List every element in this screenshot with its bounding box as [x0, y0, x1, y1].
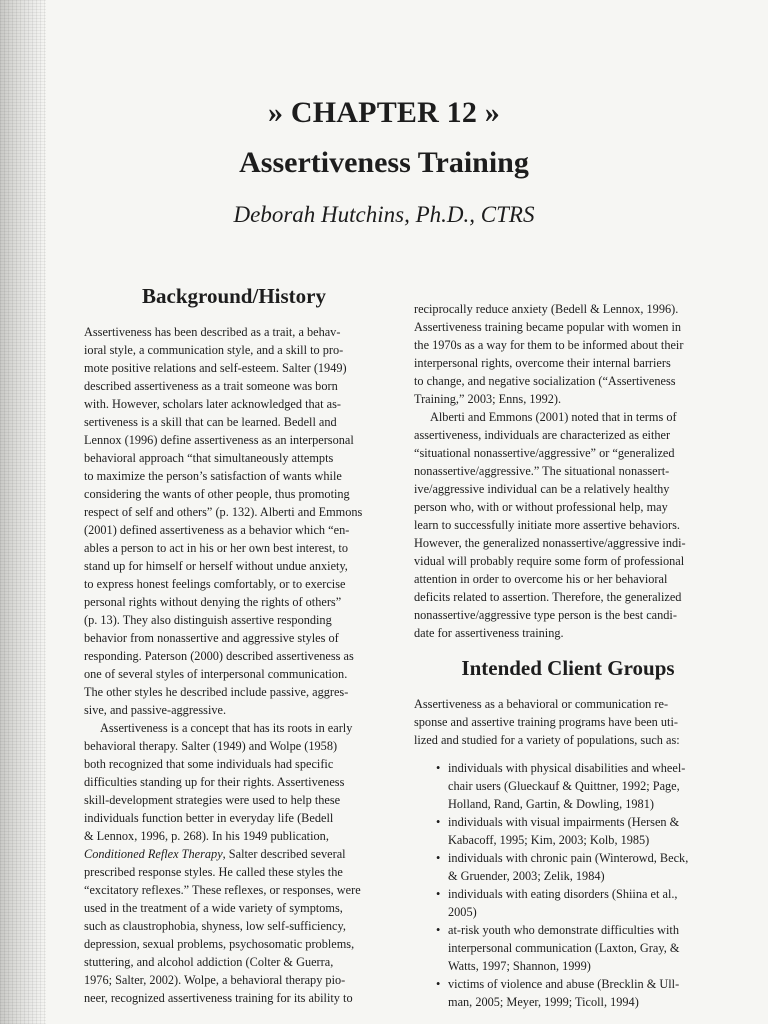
text-line: stuttering, and alcohol addiction (Colter & Guerra,: [84, 955, 334, 969]
list-item: [414, 885, 722, 921]
text-line: mote positive relations and self-esteem. Salter (1949): [84, 361, 347, 375]
text-line: The other styles he described include passive, aggres-: [84, 685, 349, 699]
section-heading-client-groups: Intended Client Groups: [461, 656, 675, 680]
chapter-number: » CHAPTER 12 »: [268, 96, 500, 129]
text-line: & Lennox, 1996, p. 268). In his 1949 publication,: [84, 829, 329, 843]
text-line: nonassertive/aggressive.” The situational nonassert-: [414, 464, 670, 478]
text-line: reciprocally reduce anxiety (Bedell & Lennox, 1996).: [414, 302, 679, 316]
text-line: deficits related to assertion. Therefore, the generalized: [414, 590, 682, 604]
text-line: behavioral therapy. Salter (1949) and Wolpe (1958): [84, 739, 338, 753]
right-column: [414, 300, 722, 1011]
left-column: [84, 284, 384, 1007]
text-line: victims of violence and abuse (Brecklin & Ull-: [448, 977, 680, 991]
bullet-icon: •: [436, 815, 441, 829]
text-line: with. However, scholars later acknowledged that as-: [84, 397, 341, 411]
list-item: [414, 849, 722, 885]
text-line: man, 2005; Meyer, 1999; Ticoll, 1994): [448, 995, 639, 1009]
text-line: skill-development strategies were used to help these: [84, 793, 341, 807]
bullet-icon: •: [436, 923, 441, 937]
text-line: lized and studied for a variety of populations, such as:: [414, 733, 680, 747]
text-line: Holland, Rand, Gartin, & Dowling, 1981): [448, 797, 654, 811]
text-line: 1976; Salter, 2002). Wolpe, a behavioral therapy pio-: [84, 973, 346, 987]
text-line: Kabacoff, 1995; Kim, 2003; Kolb, 1985): [448, 833, 650, 847]
text-line: to maximize the person’s satisfaction of wants while: [84, 469, 342, 483]
text-line: ive/aggressive individual can be a relatively healthy: [414, 482, 670, 496]
text-line: individuals with physical disabilities and wheel-: [448, 761, 686, 775]
text-line: However, the generalized nonassertive/aggressive indi-: [414, 536, 686, 550]
list-item: [414, 759, 722, 813]
text-line: learn to successfully initiate more assertive behaviors.: [414, 518, 681, 532]
text-line: depression, sexual problems, psychosomatic problems,: [84, 937, 355, 951]
text-line: individuals with eating disorders (Shiina et al.,: [448, 887, 678, 901]
list-item: [414, 975, 722, 1011]
text-line: Assertiveness as a behavioral or communication re-: [414, 697, 669, 711]
text-line: used in the treatment of a wide variety of symptoms,: [84, 901, 343, 915]
bullet-icon: •: [436, 887, 441, 901]
chapter-author: Deborah Hutchins, Ph.D., CTRS: [233, 202, 535, 227]
text-line: sertiveness is a skill that can be learned. Bedell and: [84, 415, 337, 429]
text-line: Assertiveness training became popular with women in: [414, 320, 682, 334]
list-item: [414, 813, 722, 849]
text-line: ables a person to act in his or her own best interest, to: [84, 541, 348, 555]
bullet-icon: •: [436, 977, 441, 991]
text-line: date for assertiveness training.: [414, 626, 564, 640]
text-line: Lennox (1996) define assertiveness as an interpersonal: [84, 433, 354, 447]
text-line: prescribed response styles. He called these styles the: [84, 865, 343, 879]
text-line: individuals function better in everyday life (Bedell: [84, 811, 334, 825]
text-line: interpersonal rights, overcome their internal barriers: [414, 356, 671, 370]
background-paragraph-1: [84, 323, 384, 719]
text-line: person who, with or without professional help, may: [414, 500, 668, 514]
text-line: sive, and passive-aggressive.: [84, 703, 227, 717]
text-line: vidual will probably require some form of professional: [414, 554, 685, 568]
text-line: chair users (Glueckauf & Quittner, 1992; Page,: [448, 779, 680, 793]
text-line: individuals with chronic pain (Winterowd, Beck,: [448, 851, 689, 865]
text-line: “excitatory reflexes.” These reflexes, or responses, were: [84, 883, 361, 897]
text-line: responding. Paterson (2000) described assertiveness as: [84, 649, 354, 663]
text-line: (p. 13). They also distinguish assertive responding: [84, 613, 332, 627]
text-line: [84, 845, 384, 863]
text-line: Assertiveness is a concept that has its roots in early: [100, 721, 353, 735]
text-line: assertiveness, individuals are characterized as either: [414, 428, 671, 442]
text-line: neer, recognized assertiveness training for its ability to: [84, 991, 353, 1005]
text-line: individuals with visual impairments (Hersen &: [448, 815, 680, 829]
text-line: to express honest feelings comfortably, or to exercise: [84, 577, 346, 591]
text-line: Watts, 1997; Shannon, 1999): [448, 959, 591, 973]
text-line: & Gruender, 2003; Zelik, 1984): [448, 869, 605, 883]
list-item: [414, 921, 722, 975]
text-line: attention in order to overcome his or her behavioral: [414, 572, 668, 586]
text-fragment: , Salter described several: [222, 847, 346, 861]
text-line: (2001) defined assertiveness as a behavior which “en-: [84, 523, 350, 537]
text-line: described assertiveness as a trait someone was born: [84, 379, 338, 393]
text-line: behavior from nonassertive and aggressive styles of: [84, 631, 339, 645]
text-line: Alberti and Emmons (2001) noted that in terms of: [430, 410, 677, 424]
bullet-icon: •: [436, 761, 441, 775]
text-line: considering the wants of other people, thus promoting: [84, 487, 350, 501]
text-line: Assertiveness has been described as a trait, a behav-: [84, 325, 341, 339]
text-line: the 1970s as a way for them to be informed about their: [414, 338, 684, 352]
text-line: interpersonal communication (Laxton, Gray, &: [448, 941, 680, 955]
text-line: to change, and negative socialization (“Assertiveness: [414, 374, 676, 388]
text-line: difficulties standing up for their rights. Assertiveness: [84, 775, 345, 789]
text-line: such as claustrophobia, shyness, low self-sufficiency,: [84, 919, 346, 933]
alberti-paragraph: [414, 408, 722, 642]
section-heading-background: Background/History: [142, 284, 326, 308]
book-title: Conditioned Reflex Therapy: [84, 847, 223, 861]
chapter-title: Assertiveness Training: [239, 146, 529, 179]
text-line: “situational nonassertive/aggressive” or “generalized: [414, 446, 675, 460]
continued-paragraph: [414, 300, 722, 408]
text-line: respect of self and others” (p. 132). Alberti and Emmons: [84, 505, 363, 519]
text-line: behavioral approach “that simultaneously attempts: [84, 451, 334, 465]
text-line: both recognized that some individuals had specific: [84, 757, 334, 771]
text-line: Training,” 2003; Enns, 1992).: [414, 392, 562, 406]
text-line: at-risk youth who demonstrate difficulties with: [448, 923, 679, 937]
background-paragraph-2: [84, 719, 384, 1007]
text-line: nonassertive/aggressive type person is the best candi-: [414, 608, 677, 622]
client-groups-list: [414, 759, 722, 1011]
text-line: personal rights without denying the rights of others”: [84, 595, 342, 609]
text-line: 2005): [448, 905, 477, 919]
text-line: sponse and assertive training programs have been uti-: [414, 715, 678, 729]
client-groups-intro: [414, 695, 722, 749]
text-line: one of several styles of interpersonal communication.: [84, 667, 348, 681]
bullet-icon: •: [436, 851, 441, 865]
text-line: ioral style, a communication style, and a skill to pro-: [84, 343, 344, 357]
text-line: stand up for himself or herself without undue anxiety,: [84, 559, 348, 573]
